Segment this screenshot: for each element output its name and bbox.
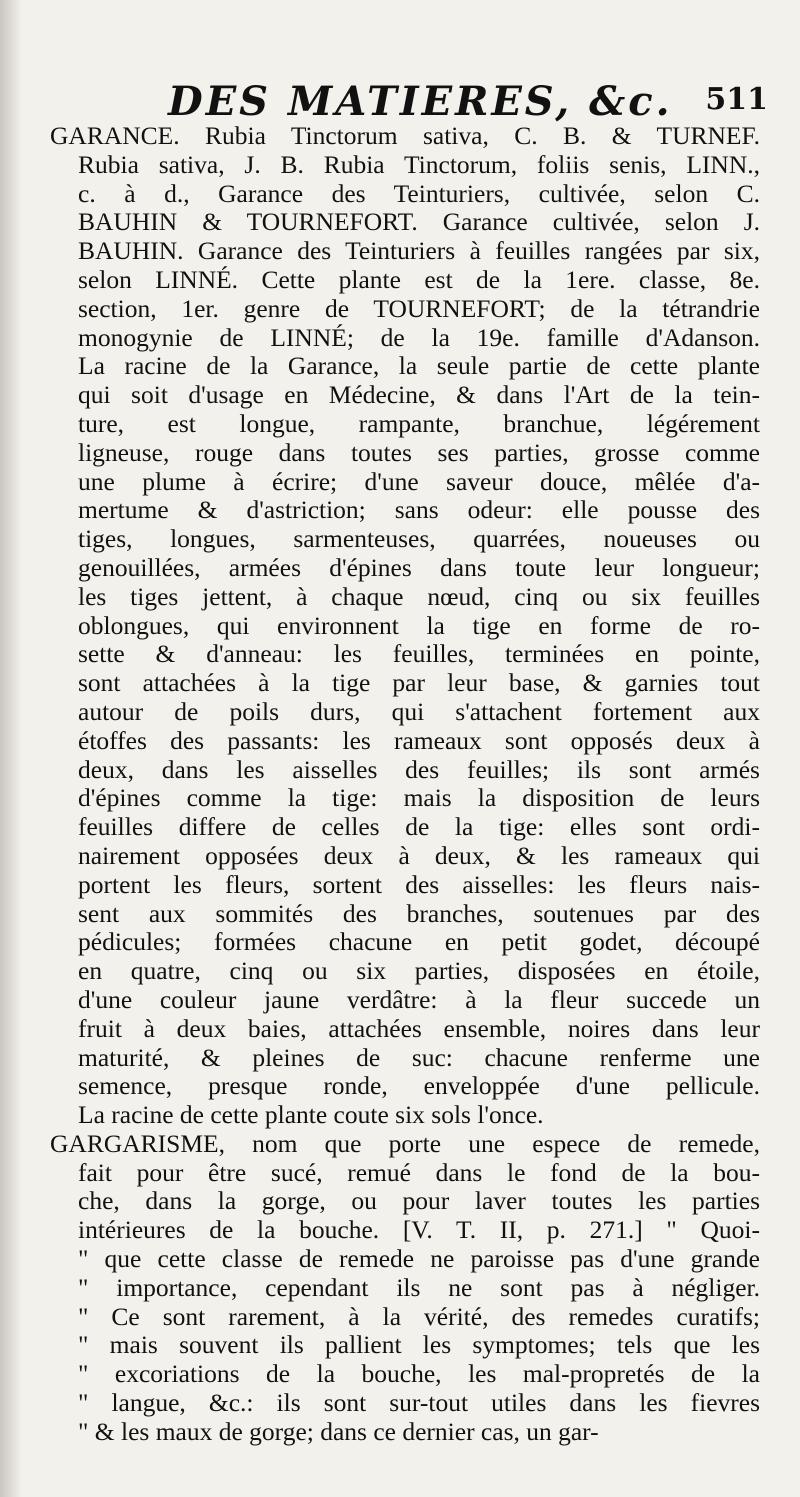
text-line: mertume & d'astriction; sans odeur: elle pousse des — [78, 496, 760, 525]
text-line: nairement opposées deux à deux, & les rameaux qui — [78, 841, 760, 870]
text-line: pédicules; formées chacune en petit godet, découpé — [78, 928, 760, 957]
text-line: La racine de cette plante coute six sols l'once. — [78, 1101, 544, 1130]
running-header — [168, 78, 768, 128]
text-line: portent les fleurs, sortent des aisselles: les fleurs nais- — [78, 870, 760, 899]
text-line: étoffes des passants: les rameaux sont opposés deux à — [78, 726, 760, 755]
text-line: d'épines comme la tige: mais la disposition de leurs — [78, 784, 760, 813]
text-line: sette & d'anneau: les feuilles, terminées en pointe, — [78, 640, 760, 669]
text-line: oblongues, qui environnent la tige en forme de ro- — [78, 611, 760, 640]
text-line: tiges, longues, sarmenteuses, quarrées, noueuses ou — [78, 525, 760, 554]
text-line: selon LINNÉ. Cette plante est de la 1ere. classe, 8e. — [78, 265, 760, 294]
text-line: c. à d., Garance des Teinturiers, cultivée, selon C. — [78, 179, 760, 208]
text-line: intérieures de la bouche. [V. T. II, p. 271.] " Quoi- — [78, 1216, 760, 1245]
text-line: " & les maux de gorge; dans ce dernier cas, un gar- — [78, 1417, 599, 1446]
text-line: sent aux sommités des branches, soutenues par des — [78, 899, 760, 928]
text-line: GARGARISME, nom que porte une espece de remede, — [50, 1129, 760, 1158]
text-line: GARANCE. Rubia Tinctorum sativa, C. B. & TURNEF. — [50, 122, 760, 150]
text-line: une plume à écrire; d'une saveur douce, mêlée d'a- — [78, 467, 760, 496]
text-line: deux, dans les aisselles des feuilles; ils sont armés — [78, 755, 760, 784]
text-line: che, dans la gorge, ou pour laver toutes les parties — [78, 1187, 760, 1216]
text-line: " langue, &c.: ils sont sur-tout utiles dans les fievres — [78, 1389, 760, 1418]
text-line: " importance, cependant ils ne sont pas à négliger. — [78, 1273, 760, 1302]
text-line: monogynie de LINNÉ; de la 19e. famille d'Adanson. — [78, 323, 760, 352]
text-line: maturité, & pleines de suc: chacune renferme une — [78, 1043, 760, 1072]
text-line: " que cette classe de remede ne paroisse pas d'une grande — [78, 1245, 760, 1274]
text-line: La racine de la Garance, la seule partie de cette plante — [78, 352, 760, 381]
text-line: autour de poils durs, qui s'attachent fortement aux — [78, 697, 760, 726]
page-gutter-shadow — [0, 0, 22, 1497]
entry-garance — [50, 122, 760, 1130]
text-line: BAUHIN. Garance des Teinturiers à feuilles rangées par six, — [78, 237, 760, 266]
text-line: feuilles differe de celles de la tige: elles sont ordi- — [78, 813, 760, 842]
text-line: Rubia sativa, J. B. Rubia Tinctorum, foliis senis, LINN., — [78, 150, 760, 179]
page-number: 511 — [705, 82, 768, 117]
text-line: section, 1er. genre de TOURNEFORT; de la tétrandrie — [78, 294, 760, 323]
running-title: DES MATIERES, &c. — [168, 78, 673, 125]
text-line: fait pour être sucé, remué dans le fond de la bou- — [78, 1158, 760, 1187]
text-line: qui soit d'usage en Médecine, & dans l'Art de la tein- — [78, 381, 760, 410]
text-line: fruit à deux baies, attachées ensemble, noires dans leur — [78, 1014, 760, 1043]
text-line: ture, est longue, rampante, branchue, légérement — [78, 409, 760, 438]
text-line: " Ce sont rarement, à la vérité, des remedes curatifs; — [78, 1302, 760, 1331]
text-line: les tiges jettent, à chaque nœud, cinq ou six feuilles — [78, 582, 760, 611]
text-line: sont attachées à la tige par leur base, & garnies tout — [78, 669, 760, 698]
text-line: semence, presque ronde, enveloppée d'une pellicule. — [78, 1072, 760, 1101]
text-line: genouillées, armées d'épines dans toute leur longueur; — [78, 553, 760, 582]
text-line: en quatre, cinq ou six parties, disposées en étoile, — [78, 957, 760, 986]
text-line: d'une couleur jaune verdâtre: à la fleur succede un — [78, 985, 760, 1014]
text-line: ligneuse, rouge dans toutes ses parties, grosse comme — [78, 438, 760, 467]
index-text — [50, 122, 760, 1447]
text-line: BAUHIN & TOURNEFORT. Garance cultivée, selon J. — [78, 208, 760, 237]
text-line: " mais souvent ils pallient les symptomes; tels que les — [78, 1331, 760, 1360]
entry-gargarisme — [50, 1130, 760, 1447]
text-line: " excoriations de la bouche, les mal-propretés de la — [78, 1360, 760, 1389]
